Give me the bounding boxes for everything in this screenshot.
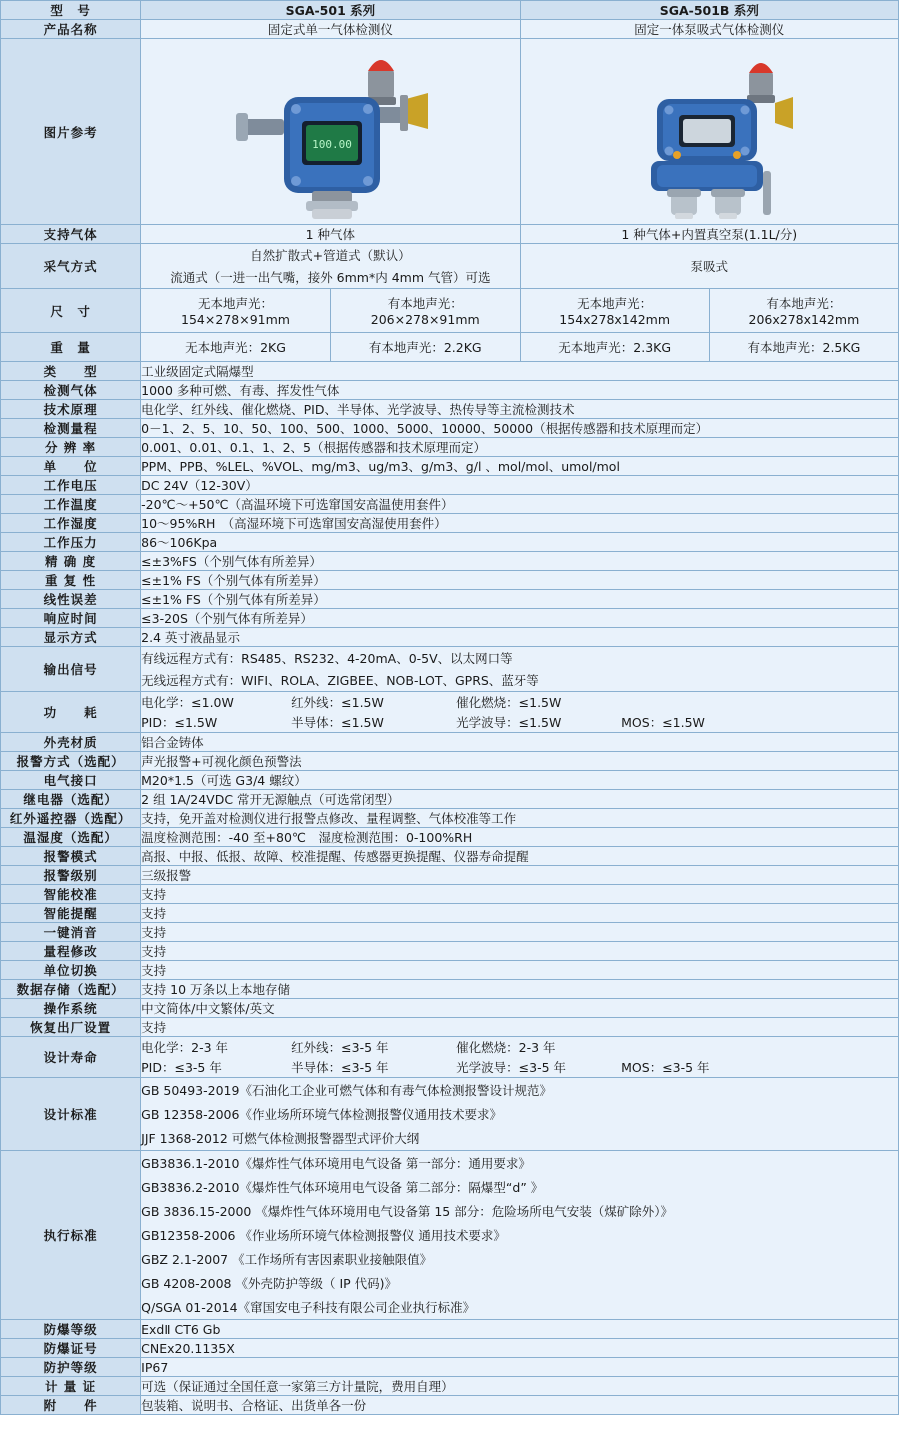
table-row-size (1, 289, 899, 333)
row-label-remote: 红外遥控器（选配） (1, 809, 141, 828)
power-item-2: 催化燃烧：≤1.5W (456, 695, 562, 710)
sampling-col2: 泵吸式 (520, 244, 898, 289)
product-image-sga501b (520, 39, 898, 225)
table-row-life (1, 1037, 899, 1078)
meter-cert-value: 可选（保证通过全国任意一家第三方计量院，费用自理） (141, 1377, 899, 1396)
row-label-unit-switch: 单位切换 (1, 961, 141, 980)
row-label-principle: 技术原理 (1, 400, 141, 419)
smart-remind-value: 支持 (141, 904, 899, 923)
table-row-resolution (1, 438, 899, 457)
row-label-design-std: 设计标准 (1, 1078, 141, 1151)
exec-std-line-1: GB3836.2-2010《爆炸性气体环境用电气设备 第二部分：隔爆型“d” 》 (141, 1180, 544, 1195)
table-row-alarm-modes (1, 847, 899, 866)
row-label-electrical: 电气接口 (1, 771, 141, 790)
ex-level-value: ExdⅡ CT6 Gb (141, 1320, 899, 1339)
size-col1-b: 有本地声光：206×278×91mm (330, 289, 520, 332)
row-label-alarm-mode-opt: 报警方式（选配） (1, 752, 141, 771)
life-item-5: 光学波导：≤3-5 年 (456, 1060, 567, 1075)
table-row-exec-std (1, 1151, 899, 1320)
smart-cal-value: 支持 (141, 885, 899, 904)
product-name-col1: 固定式单一气体检测仪 (141, 20, 520, 39)
table-row-work-humid (1, 514, 899, 533)
alarm-levels-value: 三级报警 (141, 866, 899, 885)
row-label-range: 检测量程 (1, 419, 141, 438)
power-value (141, 692, 899, 733)
table-row-principle (1, 400, 899, 419)
table-row-remote (1, 809, 899, 828)
exec-std-line-6: Q/SGA 01-2014《窜国安电子科技有限公司企业执行标准》 (141, 1300, 476, 1315)
row-label-life: 设计寿命 (1, 1037, 141, 1078)
row-label-os: 操作系统 (1, 999, 141, 1018)
weight-col1-b: 有本地声光：2.2KG (330, 333, 520, 361)
principle-value: 电化学、红外线、催化燃烧、PID、半导体、光学波导、热传导等主流检测技术 (141, 400, 899, 419)
row-label-ip-level: 防护等级 (1, 1358, 141, 1377)
exec-std-line-2: GB 3836.15-2000 《爆炸性气体环境用电气设备第 15 部分：危险场所电气安装（煤矿除外）》 (141, 1204, 673, 1219)
table-row-unit-switch (1, 961, 899, 980)
table-row-ip-level (1, 1358, 899, 1377)
size-col2 (520, 289, 898, 333)
table-row-power (1, 692, 899, 733)
accessories-value: 包装箱、说明书、合格证、出货单各一份 (141, 1396, 899, 1415)
row-label-factory-reset: 恢复出厂设置 (1, 1018, 141, 1037)
row-label-accuracy: 精 确 度 (1, 552, 141, 571)
size-col2-a: 无本地声光：154x278x142mm (559, 296, 671, 327)
table-row-design-std (1, 1078, 899, 1151)
size-col1-a: 无本地声光：154×278×91mm (181, 296, 290, 327)
weight-col1-a: 无本地声光：2KG (185, 340, 286, 355)
row-label-repeat: 重 复 性 (1, 571, 141, 590)
row-label-output: 输出信号 (1, 647, 141, 692)
row-label-work-humid: 工作湿度 (1, 514, 141, 533)
row-label-range-modify: 量程修改 (1, 942, 141, 961)
alarm-modes-value: 高报、中报、低报、故障、校准提醒、传感器更换提醒、仪器寿命提醒 (141, 847, 899, 866)
size-col2-b: 有本地声光：206x278x142mm (709, 289, 898, 332)
table-row-mute (1, 923, 899, 942)
row-label-storage-opt: 数据存储（选配） (1, 980, 141, 999)
table-row-repeat (1, 571, 899, 590)
life-item-3: PID：≤3-5 年 (141, 1060, 222, 1075)
gas-detector-icon (200, 41, 460, 219)
power-item-3: PID：≤1.5W (141, 715, 218, 730)
table-row-product-name (1, 20, 899, 39)
range-modify-value: 支持 (141, 942, 899, 961)
power-item-5: 光学波导：≤1.5W (456, 715, 562, 730)
design-std-value (141, 1078, 899, 1151)
row-label-ex-level: 防爆等级 (1, 1320, 141, 1339)
power-item-0: 电化学：≤1.0W (141, 695, 234, 710)
table-row-detect-gas (1, 381, 899, 400)
row-label-voltage: 工作电压 (1, 476, 141, 495)
table-row-alarm-mode-opt (1, 752, 899, 771)
ip-level-value: IP67 (141, 1358, 899, 1377)
table-row-electrical (1, 771, 899, 790)
row-label-display: 显示方式 (1, 628, 141, 647)
support-gas-col2: 1 种气体+内置真空泵(1.1L/分) (520, 225, 898, 244)
life-item-2: 催化燃烧：2-3 年 (456, 1040, 556, 1055)
table-row-factory-reset (1, 1018, 899, 1037)
row-label-shell: 外壳材质 (1, 733, 141, 752)
table-row-temp-humid-opt (1, 828, 899, 847)
table-row-weight (1, 333, 899, 362)
display-value: 2.4 英寸液晶显示 (141, 628, 899, 647)
row-label-image: 图片参考 (1, 39, 141, 225)
electrical-value: M20*1.5（可选 G3/4 螺纹） (141, 771, 899, 790)
table-row-range (1, 419, 899, 438)
weight-col2 (520, 333, 898, 362)
shell-value: 铝合金铸体 (141, 733, 899, 752)
life-item-6: MOS：≤3-5 年 (621, 1060, 710, 1075)
power-item-6: MOS：≤1.5W (621, 715, 705, 730)
product-image-sga501 (141, 39, 520, 225)
table-row-support-gas (1, 225, 899, 244)
exec-std-line-5: GB 4208-2008 《外壳防护等级（ IP 代码)》 (141, 1276, 398, 1291)
table-row-unit (1, 457, 899, 476)
row-label-model: 型 号 (1, 1, 141, 20)
relay-value: 2 组 1A/24VDC 常开无源触点（可选常闭型） (141, 790, 899, 809)
detect-gas-value: 1000 多种可燃、有毒、挥发性气体 (141, 381, 899, 400)
table-row-accessories (1, 1396, 899, 1415)
mute-value: 支持 (141, 923, 899, 942)
device-illustration-1 (200, 41, 460, 219)
unit-switch-value: 支持 (141, 961, 899, 980)
device-illustration-2 (579, 41, 839, 219)
weight-col1 (141, 333, 520, 362)
life-item-4: 半导体：≤3-5 年 (291, 1060, 389, 1075)
row-label-mute: 一键消音 (1, 923, 141, 942)
work-humid-value: 10～95%RH （高湿环境下可选窜国安高湿使用套件） (141, 514, 899, 533)
row-label-meter-cert: 计 量 证 (1, 1377, 141, 1396)
table-row-model (1, 1, 899, 20)
row-label-smart-cal: 智能校准 (1, 885, 141, 904)
size-col1 (141, 289, 520, 333)
row-label-support-gas: 支持气体 (1, 225, 141, 244)
output-value (141, 647, 899, 692)
table-row-response (1, 609, 899, 628)
range-value: 0－1、2、5、10、50、100、500、1000、5000、10000、50000（根据传感器和技术原理而定） (141, 419, 899, 438)
sampling-col1-line2: 流通式（一进一出气嘴，接外 6mm*内 4mm 气管）可选 (170, 270, 491, 285)
life-item-0: 电化学：2-3 年 (141, 1040, 229, 1055)
row-label-exec-std: 执行标准 (1, 1151, 141, 1320)
product-name-col2: 固定一体泵吸式气体检测仪 (520, 20, 898, 39)
table-row-work-press (1, 533, 899, 552)
row-label-type: 类 型 (1, 362, 141, 381)
table-row-meter-cert (1, 1377, 899, 1396)
exec-std-line-0: GB3836.1-2010《爆炸性气体环境用电气设备 第一部分：通用要求》 (141, 1156, 531, 1171)
work-press-value: 86～106Kpa (141, 533, 899, 552)
design-std-line-0: GB 50493-2019《石油化工企业可燃气体和有毒气体检测报警设计规范》 (141, 1083, 552, 1098)
table-row-ex-level (1, 1320, 899, 1339)
row-label-alarm-modes: 报警模式 (1, 847, 141, 866)
row-label-work-temp: 工作温度 (1, 495, 141, 514)
table-row-work-temp (1, 495, 899, 514)
exec-std-value (141, 1151, 899, 1320)
power-item-1: 红外线：≤1.5W (291, 695, 384, 710)
resolution-value: 0.001、0.01、0.1、1、2、5（根据传感器和技术原理而定） (141, 438, 899, 457)
table-row-relay (1, 790, 899, 809)
pump-gas-detector-icon (579, 41, 839, 219)
row-label-temp-humid-opt: 温湿度（选配） (1, 828, 141, 847)
table-row-voltage (1, 476, 899, 495)
table-row-shell (1, 733, 899, 752)
svg-text:100.00: 100.00 (312, 138, 353, 151)
temp-humid-opt-value: 温度检测范围：-40 至+80℃ 湿度检测范围：0-100%RH (141, 828, 899, 847)
row-label-relay: 继电器（选配） (1, 790, 141, 809)
design-std-line-2: JJF 1368-2012 可燃气体检测报警器型式评价大纲 (141, 1131, 420, 1146)
row-label-linearity: 线性误差 (1, 590, 141, 609)
accuracy-value: ≤±3%FS（个别气体有所差异） (141, 552, 899, 571)
row-label-product-name: 产品名称 (1, 20, 141, 39)
column-header-sga501: SGA-501 系列 (141, 1, 520, 20)
table-row-storage-opt (1, 980, 899, 999)
design-std-line-1: GB 12358-2006《作业场所环境气体检测报警仪通用技术要求》 (141, 1107, 502, 1122)
type-value: 工业级固定式隔爆型 (141, 362, 899, 381)
row-label-work-press: 工作压力 (1, 533, 141, 552)
table-row-accuracy (1, 552, 899, 571)
column-header-sga501b: SGA-501B 系列 (520, 1, 898, 20)
life-item-1: 红外线：≤3-5 年 (291, 1040, 389, 1055)
table-row-output (1, 647, 899, 692)
support-gas-col1: 1 种气体 (141, 225, 520, 244)
voltage-value: DC 24V（12-30V） (141, 476, 899, 495)
storage-opt-value: 支持 10 万条以上本地存储 (141, 980, 899, 999)
table-row-smart-cal (1, 885, 899, 904)
table-row-image (1, 39, 899, 225)
table-row-type (1, 362, 899, 381)
os-value: 中文简体/中文繁体/英文 (141, 999, 899, 1018)
remote-value: 支持，免开盖对检测仪进行报警点修改、量程调整、气体校准等工作 (141, 809, 899, 828)
table-row-os (1, 999, 899, 1018)
row-label-smart-remind: 智能提醒 (1, 904, 141, 923)
row-label-unit: 单 位 (1, 457, 141, 476)
factory-reset-value: 支持 (141, 1018, 899, 1037)
row-label-detect-gas: 检测气体 (1, 381, 141, 400)
life-value (141, 1037, 899, 1078)
repeat-value: ≤±1% FS（个别气体有所差异） (141, 571, 899, 590)
output-line2: 无线远程方式有：WIFI、ROLA、ZIGBEE、NOB-LOT、GPRS、蓝牙等 (141, 673, 539, 688)
row-label-resolution: 分 辨 率 (1, 438, 141, 457)
table-row-range-modify (1, 942, 899, 961)
row-label-size: 尺 寸 (1, 289, 141, 333)
table-row-linearity (1, 590, 899, 609)
table-row-display (1, 628, 899, 647)
ex-cert-value: CNEx20.1135X (141, 1339, 899, 1358)
power-item-4: 半导体：≤1.5W (291, 715, 384, 730)
table-row-ex-cert (1, 1339, 899, 1358)
row-label-alarm-levels: 报警级别 (1, 866, 141, 885)
row-label-weight: 重 量 (1, 333, 141, 362)
sampling-col1 (141, 244, 520, 289)
row-label-ex-cert: 防爆证号 (1, 1339, 141, 1358)
table-row-smart-remind (1, 904, 899, 923)
row-label-sampling: 采气方式 (1, 244, 141, 289)
row-label-power: 功 耗 (1, 692, 141, 733)
sampling-col1-line1: 自然扩散式+管道式（默认） (250, 248, 411, 263)
exec-std-line-3: GB12358-2006 《作业场所环境气体检测报警仪 通用技术要求》 (141, 1228, 506, 1243)
weight-col2-b: 有本地声光：2.5KG (709, 333, 898, 361)
alarm-mode-opt-value: 声光报警+可视化颜色预警法 (141, 752, 899, 771)
response-value: ≤3-20S（个别气体有所差异） (141, 609, 899, 628)
exec-std-line-4: GBZ 2.1-2007 《工作场所有害因素职业接触限值》 (141, 1252, 433, 1267)
row-label-response: 响应时间 (1, 609, 141, 628)
table-row-alarm-levels (1, 866, 899, 885)
table-row-sampling (1, 244, 899, 289)
linearity-value: ≤±1% FS（个别气体有所差异） (141, 590, 899, 609)
unit-value: PPM、PPB、%LEL、%VOL、mg/m3、ug/m3、g/m3、g/l 、mol/mol、umol/mol (141, 457, 899, 476)
work-temp-value: -20℃～+50℃（高温环境下可选窜国安高温使用套件） (141, 495, 899, 514)
output-line1: 有线远程方式有：RS485、RS232、4-20mA、0-5V、以太网口等 (141, 651, 513, 666)
weight-col2-a: 无本地声光：2.3KG (558, 340, 672, 355)
row-label-accessories: 附 件 (1, 1396, 141, 1415)
